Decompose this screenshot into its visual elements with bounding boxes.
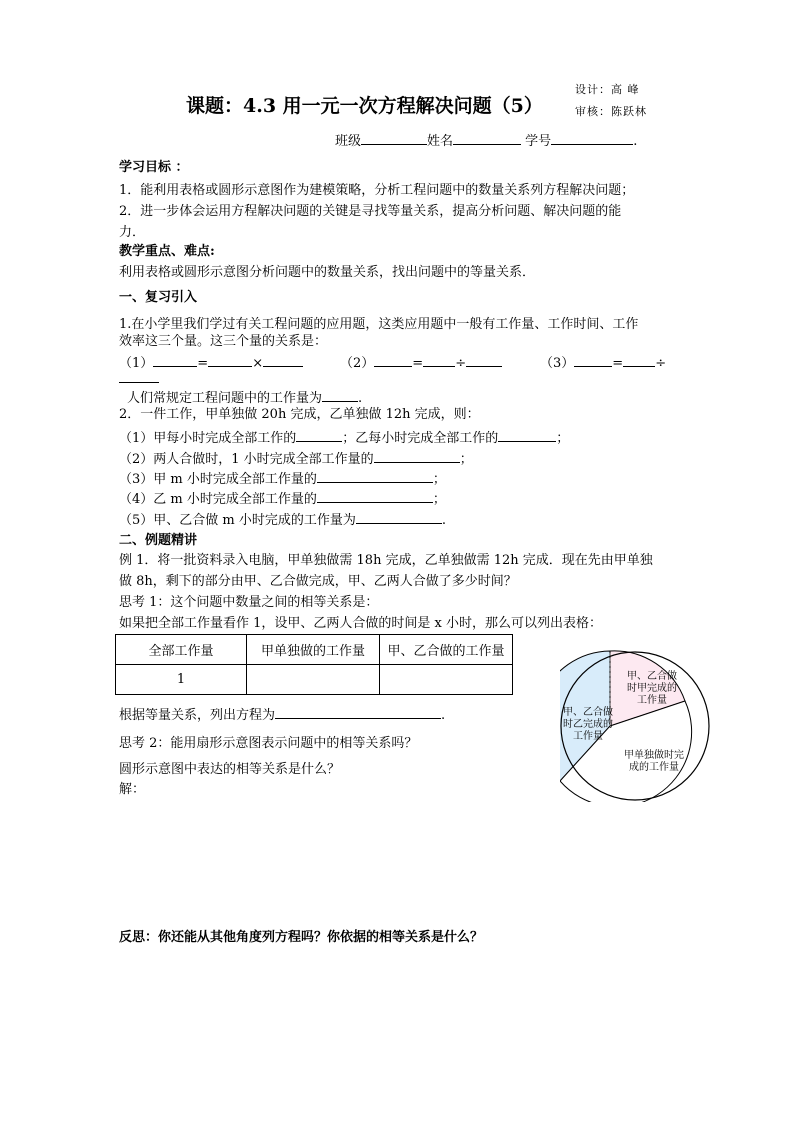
- table-cell: 1: [116, 665, 247, 695]
- page-title: 课题：4.3 用一元一次方程解决问题（5）: [186, 95, 543, 117]
- think-2: 思考 2：能用扇形示意图表示问题中的相等关系吗？: [119, 736, 418, 751]
- table-header: 全部工作量: [116, 635, 247, 665]
- subq-1: （1）甲每小时完成全部工作的 ；乙每小时完成全部工作的 ；: [119, 428, 569, 447]
- review-q1-cont: 效率这三个量。这三个量的关系是：: [119, 334, 328, 349]
- pie-label-a1: 甲、乙合做: [627, 671, 677, 682]
- class-label: 班级: [335, 134, 362, 149]
- class-field[interactable]: [361, 131, 427, 145]
- blank[interactable]: [317, 489, 433, 503]
- subq-5: （5）甲、乙合做 m 小时完成的工作量为 .: [119, 510, 446, 529]
- pie-label-a2: 时甲完成的: [627, 683, 677, 694]
- example-heading: 二、例题精讲: [119, 533, 198, 548]
- example-problem-cont: 做 8h，剩下的部分由甲、乙合做完成，甲、乙两人合做了多少时间？: [119, 574, 517, 589]
- objective-2: 2．进一步体会运用方程解决问题的关键是寻找等量关系，提高分析问题、解决问题的能: [119, 204, 622, 219]
- blank[interactable]: [466, 353, 502, 367]
- blank[interactable]: [574, 353, 612, 367]
- pie-label-a3: 工作量: [637, 695, 667, 706]
- relation-1: （1） = ×: [119, 353, 303, 372]
- blank[interactable]: [623, 353, 655, 367]
- table-cell[interactable]: [380, 665, 513, 695]
- id-field[interactable]: [551, 131, 633, 145]
- solution-label: 解：: [119, 782, 146, 797]
- student-info-line: 班级 姓名 学号 .: [335, 131, 637, 150]
- table-header: 甲单独做的工作量: [247, 635, 380, 665]
- blank[interactable]: [374, 449, 460, 463]
- reviewer-credit: 审核：陈跃林: [575, 105, 647, 118]
- circle-question: 圆形示意图中表达的相等关系是什么？: [119, 762, 341, 777]
- key-points-heading: 教学重点、难点:: [119, 244, 215, 259]
- blank[interactable]: [275, 705, 441, 719]
- relation-2: （2） = ÷: [340, 353, 502, 372]
- blank[interactable]: [296, 428, 342, 442]
- blank[interactable]: [498, 428, 556, 442]
- subq-4: （4）乙 m 小时完成全部工作量的 ；: [119, 489, 446, 508]
- example-problem: 例 1．将一批资料录入电脑，甲单独做需 18h 完成，乙单独做需 12h 完成．现在先由甲单独: [119, 553, 653, 568]
- subq-3: （3）甲 m 小时完成全部工作量的 ；: [119, 469, 446, 488]
- pie-label-c1: 甲单独做时完: [624, 750, 684, 761]
- id-label: 学号: [525, 134, 552, 149]
- blank[interactable]: [317, 469, 433, 483]
- blank[interactable]: [423, 353, 455, 367]
- relation-3-divisor-blank[interactable]: [119, 369, 159, 383]
- relation-3: （3） = ÷: [540, 353, 666, 372]
- blank[interactable]: [356, 510, 442, 524]
- name-field[interactable]: [453, 131, 521, 145]
- pie-label-b3: 工作量: [573, 731, 603, 742]
- objective-1: 1．能利用表格或圆形示意图作为建模策略，分析工程问题中的数量关系列方程解决问题；: [119, 183, 635, 198]
- objective-2-cont: 力．: [119, 225, 146, 240]
- pie-label-c2: 成的工作量: [629, 762, 679, 773]
- blank[interactable]: [263, 353, 303, 367]
- review-heading: 一、复习引入: [119, 290, 198, 305]
- table-setup: 如果把全部工作量看作 1，设甲、乙两人合做的时间是 x 小时，那么可以列出表格：: [119, 616, 603, 631]
- blank[interactable]: [322, 388, 358, 402]
- equation-line: 根据等量关系，列出方程为 .: [119, 705, 445, 724]
- work-table: [115, 634, 513, 695]
- review-note: 人们常规定工程问题中的工作量为 .: [127, 388, 362, 407]
- reflection: 反思：你还能从其他角度列方程吗？你依据的相等关系是什么？: [119, 930, 484, 945]
- review-q1: 1.在小学里我们学过有关工程问题的应用题，这类应用题中一般有工作量、工作时间、工作: [119, 317, 639, 332]
- pie-label-b2: 时乙完成的: [563, 719, 613, 730]
- pie-diagram: [560, 650, 710, 802]
- name-label: 姓名: [427, 134, 454, 149]
- table-cell[interactable]: [247, 665, 380, 695]
- table-header: 甲、乙合做的工作量: [380, 635, 513, 665]
- think-1: 思考 1：这个问题中数量之间的相等关系是：: [119, 595, 379, 610]
- blank[interactable]: [153, 353, 197, 367]
- subq-2: （2）两人合做时，1 小时完成全部工作量的 ；: [119, 449, 473, 468]
- key-points-text: 利用表格或圆形示意图分析问题中的数量关系，找出问题中的等量关系．: [119, 265, 536, 280]
- objectives-heading: 学习目标 ：: [119, 160, 189, 175]
- designer-credit: 设计：高 峰: [575, 83, 640, 96]
- pie-label-b1: 甲、乙合做: [563, 707, 613, 718]
- blank[interactable]: [208, 353, 252, 367]
- blank[interactable]: [374, 353, 412, 367]
- review-q2: 2．一件工作，甲单独做 20h 完成，乙单独做 12h 完成，则：: [119, 407, 480, 422]
